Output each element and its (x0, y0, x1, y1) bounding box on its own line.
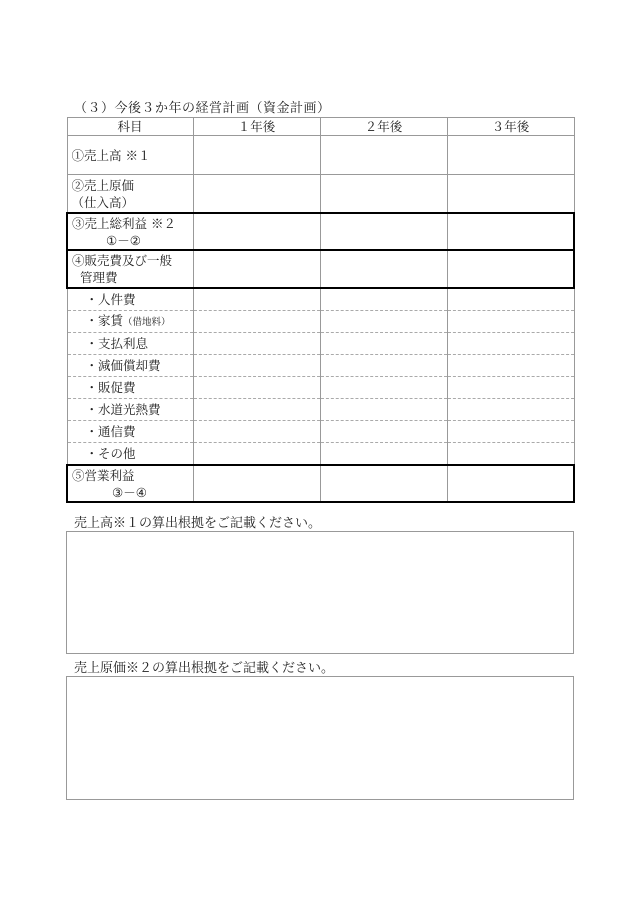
row-label-sub: （仕入高） (71, 194, 135, 210)
row-label (67, 213, 193, 250)
table-row-gross-profit (67, 213, 574, 250)
table-row-promotion (67, 377, 574, 399)
cell-year-2[interactable] (320, 250, 447, 288)
table-row-sga (67, 250, 574, 288)
row-label: ・その他 (67, 443, 193, 466)
cell-year-1[interactable] (193, 355, 320, 377)
cost-basis-input-box[interactable] (66, 676, 574, 800)
row-label-formula: ③－④ (112, 484, 147, 500)
cell-year-2[interactable] (320, 377, 447, 399)
row-label: ・人件費 (67, 288, 193, 311)
row-label-text: ①売上高 ※１ (71, 147, 151, 163)
header-year-2: ２年後 (320, 118, 447, 136)
cell-year-2[interactable] (320, 311, 447, 333)
cell-year-1[interactable] (193, 333, 320, 355)
row-label-text: ②売上原価 (71, 177, 135, 193)
section-title: （３）今後３か年の経営計画（資金計画） (74, 101, 331, 116)
cell-year-3[interactable] (447, 288, 574, 311)
row-label (67, 136, 193, 175)
cell-year-1[interactable] (193, 399, 320, 421)
cell-year-1[interactable] (193, 288, 320, 311)
table-row-sales (67, 136, 574, 175)
row-label: ・減価償却費 (67, 355, 193, 377)
cell-year-3[interactable] (447, 333, 574, 355)
cell-year-3[interactable] (447, 136, 574, 175)
table-row-rent (67, 311, 574, 333)
table-row-other (67, 443, 574, 466)
cell-year-1[interactable] (193, 250, 320, 288)
row-label: ・水道光熱費 (67, 399, 193, 421)
table-row-interest (67, 333, 574, 355)
cell-year-3[interactable] (447, 175, 574, 214)
cell-year-1[interactable] (193, 311, 320, 333)
cell-year-3[interactable] (447, 465, 574, 502)
header-year-1: １年後 (193, 118, 320, 136)
table-row-personnel (67, 288, 574, 311)
cell-year-1[interactable] (193, 377, 320, 399)
row-label (67, 465, 193, 502)
table-header-row (67, 118, 574, 136)
cell-year-2[interactable] (320, 355, 447, 377)
cost-basis-note: 売上原価※２の算出根拠をご記載ください。 (74, 661, 335, 676)
cell-year-2[interactable] (320, 465, 447, 502)
row-label: ・通信費 (67, 421, 193, 443)
table-row-communication (67, 421, 574, 443)
cell-year-3[interactable] (447, 399, 574, 421)
table-row-cost-of-sales (67, 175, 574, 214)
sales-basis-input-box[interactable] (66, 531, 574, 654)
row-label-text: ③売上総利益 ※２ (72, 215, 176, 231)
cell-year-1[interactable] (193, 136, 320, 175)
row-label-small: （借地料） (123, 317, 171, 328)
cell-year-2[interactable] (320, 333, 447, 355)
business-plan-table (66, 117, 575, 503)
cell-year-2[interactable] (320, 421, 447, 443)
row-label-text: ⑤営業利益 (72, 467, 135, 483)
header-year-3: ３年後 (447, 118, 574, 136)
cell-year-3[interactable] (447, 377, 574, 399)
table-row-depreciation (67, 355, 574, 377)
cell-year-1[interactable] (193, 465, 320, 502)
row-label (67, 175, 193, 214)
cell-year-2[interactable] (320, 213, 447, 250)
cell-year-3[interactable] (447, 213, 574, 250)
row-label-formula: ①－② (106, 232, 141, 248)
row-label: ・販促費 (67, 377, 193, 399)
cell-year-2[interactable] (320, 288, 447, 311)
cell-year-1[interactable] (193, 175, 320, 214)
row-label (67, 311, 193, 333)
cell-year-3[interactable] (447, 311, 574, 333)
cell-year-1[interactable] (193, 213, 320, 250)
cell-year-2[interactable] (320, 175, 447, 214)
cell-year-2[interactable] (320, 399, 447, 421)
header-item: 科目 (67, 118, 193, 136)
cell-year-3[interactable] (447, 443, 574, 466)
table-row-operating-profit (67, 465, 574, 502)
cell-year-3[interactable] (447, 355, 574, 377)
cell-year-2[interactable] (320, 443, 447, 466)
table-row-utilities (67, 399, 574, 421)
row-label (67, 250, 193, 288)
sales-basis-note: 売上高※１の算出根拠をご記載ください。 (74, 516, 322, 531)
row-label-text: ④販売費及び一般 (72, 253, 173, 268)
cell-year-3[interactable] (447, 421, 574, 443)
cell-year-2[interactable] (320, 136, 447, 175)
cell-year-3[interactable] (447, 250, 574, 288)
cell-year-1[interactable] (193, 421, 320, 443)
cell-year-1[interactable] (193, 443, 320, 466)
row-label: ・支払利息 (67, 333, 193, 355)
row-label-text: ・家賃 (85, 313, 124, 328)
row-label-sub: 管理費 (80, 270, 118, 285)
